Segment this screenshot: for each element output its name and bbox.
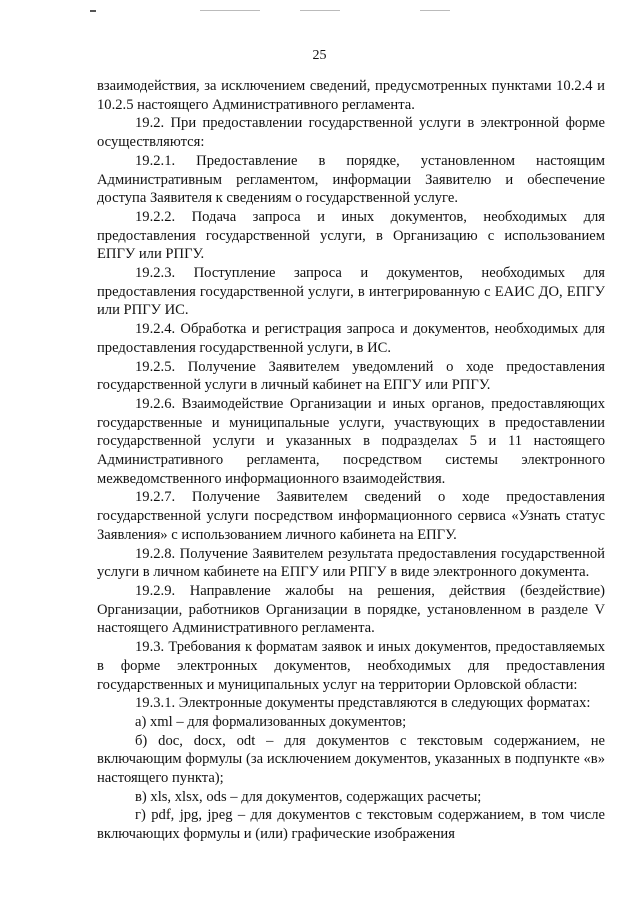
paragraph: 19.2.4. Обработка и регистрация запроса и документов, необходимых для предоставления государственной услуги, в ИС. <box>97 321 605 356</box>
paragraph: 19.2. При предоставлении государственной услуги в электронной форме осуществляются: <box>97 115 605 151</box>
list-item: б) doc, docx, odt – для документов с текстовым содержанием, не включающим формулы (за исключением документов, указанных в подпункте «в» настоящего пункта); <box>97 732 605 787</box>
list-item: а) xml – для формализованных документов; <box>135 713 407 730</box>
list-item: в) xls, xlsx, ods – для документов, содержащих расчеты; <box>135 788 482 805</box>
paragraph: 19.2.5. Получение Заявителем уведомлений о ходе предоставления государственной услуги в личный кабинет на ЕПГУ или РПГУ. <box>97 358 605 394</box>
list-item: г) pdf, jpg, jpeg – для документов с текстовым содержанием, в том числе включающих формулы и (или) графические изображения <box>97 807 605 843</box>
paragraph: 19.2.3. Поступление запроса и документов, необходимых для предоставления государственной услуги, в интегрированную с ЕАИС ДО, ЕПГУ или РПГУ ИС. <box>97 265 605 319</box>
paragraph: 19.2.8. Получение Заявителем результата предоставления государственной услуги в личном кабинете на ЕПГУ или РПГУ в виде электронного документа. <box>97 545 605 581</box>
scan-artifact <box>90 10 96 12</box>
paragraph: 19.2.2. Подача запроса и иных документов, необходимых для предоставления государственной услуги, в Организацию с использованием ЕПГУ или РПГУ. <box>97 208 605 263</box>
page-number: 25 <box>312 48 327 63</box>
scan-artifact-line <box>420 10 450 11</box>
scan-artifact-line <box>300 10 340 11</box>
paragraph: 19.2.9. Направление жалобы на решения, действия (бездействие) Организации, работников Организации в порядке, установленном в разделе V настоящего Административного регламента. <box>97 582 605 637</box>
paragraph: 19.2.7. Получение Заявителем сведений о ходе предоставления государственной услуги посредством информационного сервиса «Узнать статус Заявления» с использованием личного кабинета на ЕПГУ. <box>97 489 605 543</box>
paragraph: 19.3. Требования к форматам заявок и иных документов, предоставляемых в форме электронных документов, необходимых для предоставления государственных и муниципальных услуг на территории Орловской области: <box>97 639 605 693</box>
paragraph: 19.2.6. Взаимодействие Организации и иных органов, предоставляющих государственные и муниципальные услуги, участвующих в предоставлении государственной услуги и указанных в подразделах 5 и 11 настоящего Административного регламента, посредством системы электронного межведомственного информационного взаимодействия. <box>97 395 605 487</box>
paragraph: 19.3.1. Электронные документы представляются в следующих форматах: <box>135 695 591 712</box>
document-body <box>97 77 605 844</box>
paragraph: взаимодействия, за исключением сведений, предусмотренных пунктами 10.2.4 и 10.2.5 настоящего Административного регламента. <box>97 78 605 113</box>
scan-artifact-line <box>200 10 260 11</box>
paragraph: 19.2.1. Предоставление в порядке, установленном настоящим Административным регламентом, информации Заявителю и обеспечение доступа Заявителя к сведениям о государственной услуге. <box>97 152 605 207</box>
